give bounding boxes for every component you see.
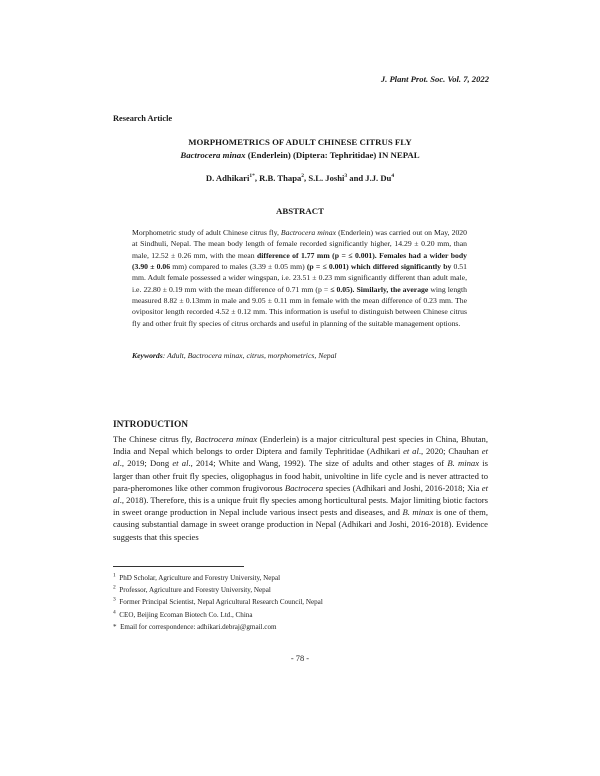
footnote-correspondence: * Email for correspondence: adhikari.debraj@gmail.com bbox=[113, 622, 277, 631]
abstract-body: Morphometric study of adult Chinese citrus fly, Bactrocera minax (Enderlein) was carried out on May, 2020 at Sindhuli, Nepal. The mean body length of female recorded significantly higher, 14.29 ± 0.20 mm, than male, 12.52 ± 0.26 mm, with the mean difference of 1.77 mm (p = ≤ 0.001). Females had a wider body (3.90 ± 0.06 mm) compared to males (3.39 ± 0.05 mm) (p = ≤ 0.001) which differed significantly by 0.51 mm. Adult female possessed a wider wingspan, i.e. 23.51 ± 0.23 mm significantly different than adult male, i.e. 22.80 ± 0.19 mm with the mean difference of 0.71 mm (p = ≤ 0.05). Similarly, the average wing length measured 8.82 ± 0.13mm in male and 9.05 ± 0.11 mm in female with the mean difference of 0.23 mm. The ovipositor length recorded 4.52 ± 0.12 mm. This information is useful to distinguish between Chinese citrus fly and other fruit fly species of citrus orchards and useful in planning of the suitable management options. bbox=[132, 228, 467, 328]
keywords-label: Keywords bbox=[132, 351, 163, 360]
abstract-heading: ABSTRACT bbox=[276, 206, 324, 216]
author-4: and J.J. Du bbox=[347, 173, 392, 183]
article-type: Research Article bbox=[113, 114, 173, 123]
introduction-heading: INTRODUCTION bbox=[113, 420, 189, 430]
footnote-divider bbox=[113, 566, 244, 567]
footnote-1: $^1$ PhD Scholar, Agriculture and Forestry University, Nepal bbox=[113, 572, 281, 582]
footnote-3: $^3$ Former Principal Scientist, Nepal Agricultural Research Council, Nepal bbox=[113, 597, 323, 607]
title-line-2-rest: (Enderlein) (Diptera: Tephritidae) IN NEPAL bbox=[245, 150, 420, 160]
title-line-2 bbox=[0, 150, 600, 160]
author-3-affil: 3 bbox=[344, 173, 348, 180]
keywords bbox=[132, 351, 467, 360]
page-number: - 78 - bbox=[290, 654, 310, 663]
author-1-affil: 1* bbox=[249, 173, 255, 180]
author-list bbox=[0, 173, 600, 183]
author-2-affil: 2 bbox=[301, 173, 305, 180]
footnote-2: $^2$ Professor, Agriculture and Forestry University, Nepal bbox=[113, 584, 271, 595]
introduction-body: The Chinese citrus fly, Bactrocera minax (Enderlein) is a major citricultural pest species in China, Bhutan, India and Nepal which belongs to order Diptera and family Tephritidae (Adhikari et al., 2020; Chauhan et al., 2019; Dong et al., 2014; White and Wang, 1992). The size of adults and other stages of B. minax is larger than other fruit fly species, oligophagus in food habit, univoltine in life cycle and is never attracted to para-pheromones like other common frugivorous Bactrocera species (Adhikari and Joshi, 2016-2018; Xia et al., 2018). Therefore, this is a unique fruit fly species among horticultural pests. Major limiting biotic factors in sweet orange production in Nepal include various insect pests and diseases, and B. minax is one of them, causing substantial damage in sweet orange production in Nepal (Adhikari and Joshi, 2016-2018). Evidence suggests that this species bbox=[113, 434, 488, 542]
author-1: D. Adhikari bbox=[205, 173, 250, 183]
title-species: Bactrocera minax bbox=[180, 150, 246, 160]
author-3: , S.L. Joshi bbox=[304, 173, 345, 183]
author-4-affil: 4 bbox=[391, 173, 395, 180]
journal-header: J. Plant Prot. Soc. Vol. 7, 2022 bbox=[380, 74, 489, 84]
footnotes bbox=[113, 572, 493, 633]
keywords-text: : Adult, Bactrocera minax, citrus, morphometrics, Nepal bbox=[162, 351, 337, 360]
footnote-4: $^4$ CEO, Beijing Ecoman Biotech Co. Ltd., China bbox=[113, 609, 253, 619]
author-2: , R.B. Thapa bbox=[254, 173, 302, 183]
title-line-1: MORPHOMETRICS OF ADULT CHINESE CITRUS FLY bbox=[188, 137, 412, 147]
